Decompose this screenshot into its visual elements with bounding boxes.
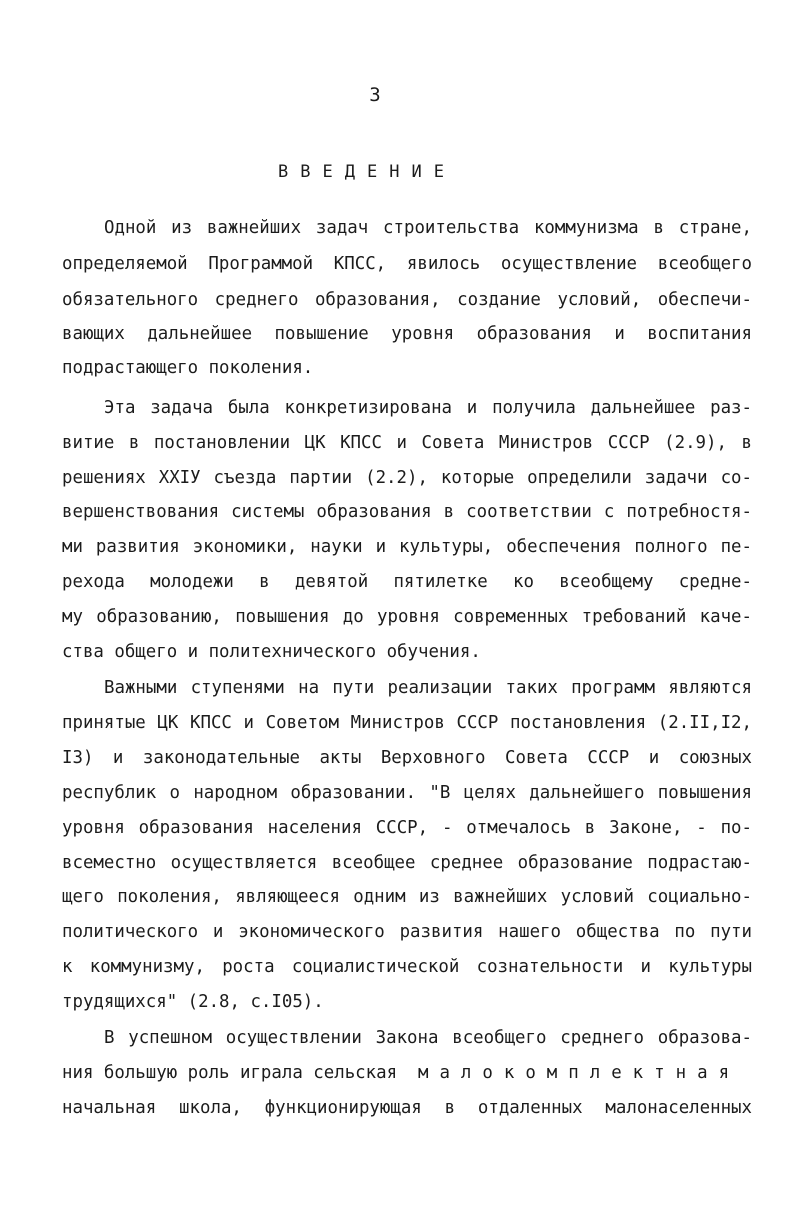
page-number: 3: [369, 84, 381, 106]
text-line: принятые ЦК КПСС и Советом Министров СССР постановления (2.II,I2,: [62, 713, 752, 733]
text-line: вающих дальнейшее повышение уровня образования и воспитания: [62, 324, 752, 344]
text-line: всеместно осуществляется всеобщее среднее образование подрастаю-: [62, 853, 752, 873]
text-line: Одной из важнейших задач строительства коммунизма в стране,: [104, 218, 752, 238]
spaced-word: малокомплектная: [417, 1063, 741, 1083]
text-line: ми развития экономики, науки и культуры, обеспечения полного пе-: [62, 537, 752, 557]
text-line: Эта задача была конкретизирована и получила дальнейшее раз-: [104, 398, 752, 418]
text-line: вершенствования системы образования в соответствии с потребностя-: [62, 502, 752, 522]
text-line: В успешном осуществлении Закона всеобщего среднего образова-: [104, 1028, 752, 1048]
text-line: щего поколения, являющееся одним из важнейших условий социально-: [62, 887, 752, 907]
text-line: подрастающего поколения.: [62, 358, 314, 378]
text-line: начальная школа, функционирующая в отдаленных малонаселенных: [62, 1098, 752, 1118]
text-run: ния большую роль играла сельская: [62, 1063, 418, 1083]
text-line: трудящихся" (2.8, с.I05).: [62, 992, 324, 1012]
text-line: обязательного среднего образования, создание условий, обеспечи-: [62, 290, 752, 310]
text-line: I3) и законодательные акты Верховного Совета СССР и союзных: [62, 748, 752, 768]
text-line: определяемой Программой КПСС, явилось осуществление всеобщего: [62, 254, 752, 274]
text-line: [62, 1061, 752, 1085]
text-line: уровня образования населения СССР, - отмечалось в Законе, - по-: [62, 818, 752, 838]
text-line: му образованию, повышения до уровня современных требований каче-: [62, 607, 752, 627]
text-line: витие в постановлении ЦК КПСС и Совета Министров СССР (2.9), в: [62, 433, 752, 453]
text-line: решениях XXIУ съезда партии (2.2), которые определили задачи со-: [62, 468, 752, 488]
text-line: республик о народном образовании. "В целях дальнейшего повышения: [62, 783, 752, 803]
text-line: ства общего и политехнического обучения.: [62, 642, 481, 662]
section-heading: ВВЕДЕНИЕ: [278, 162, 456, 182]
text-line: Важными ступенями на пути реализации таких программ являются: [104, 678, 752, 698]
text-line: рехода молодежи в девятой пятилетке ко всеобщему средне-: [62, 572, 752, 592]
text-line: к коммунизму, роста социалистической сознательности и культуры: [62, 957, 752, 977]
text-line: политического и экономического развития нашего общества по пути: [62, 922, 752, 942]
